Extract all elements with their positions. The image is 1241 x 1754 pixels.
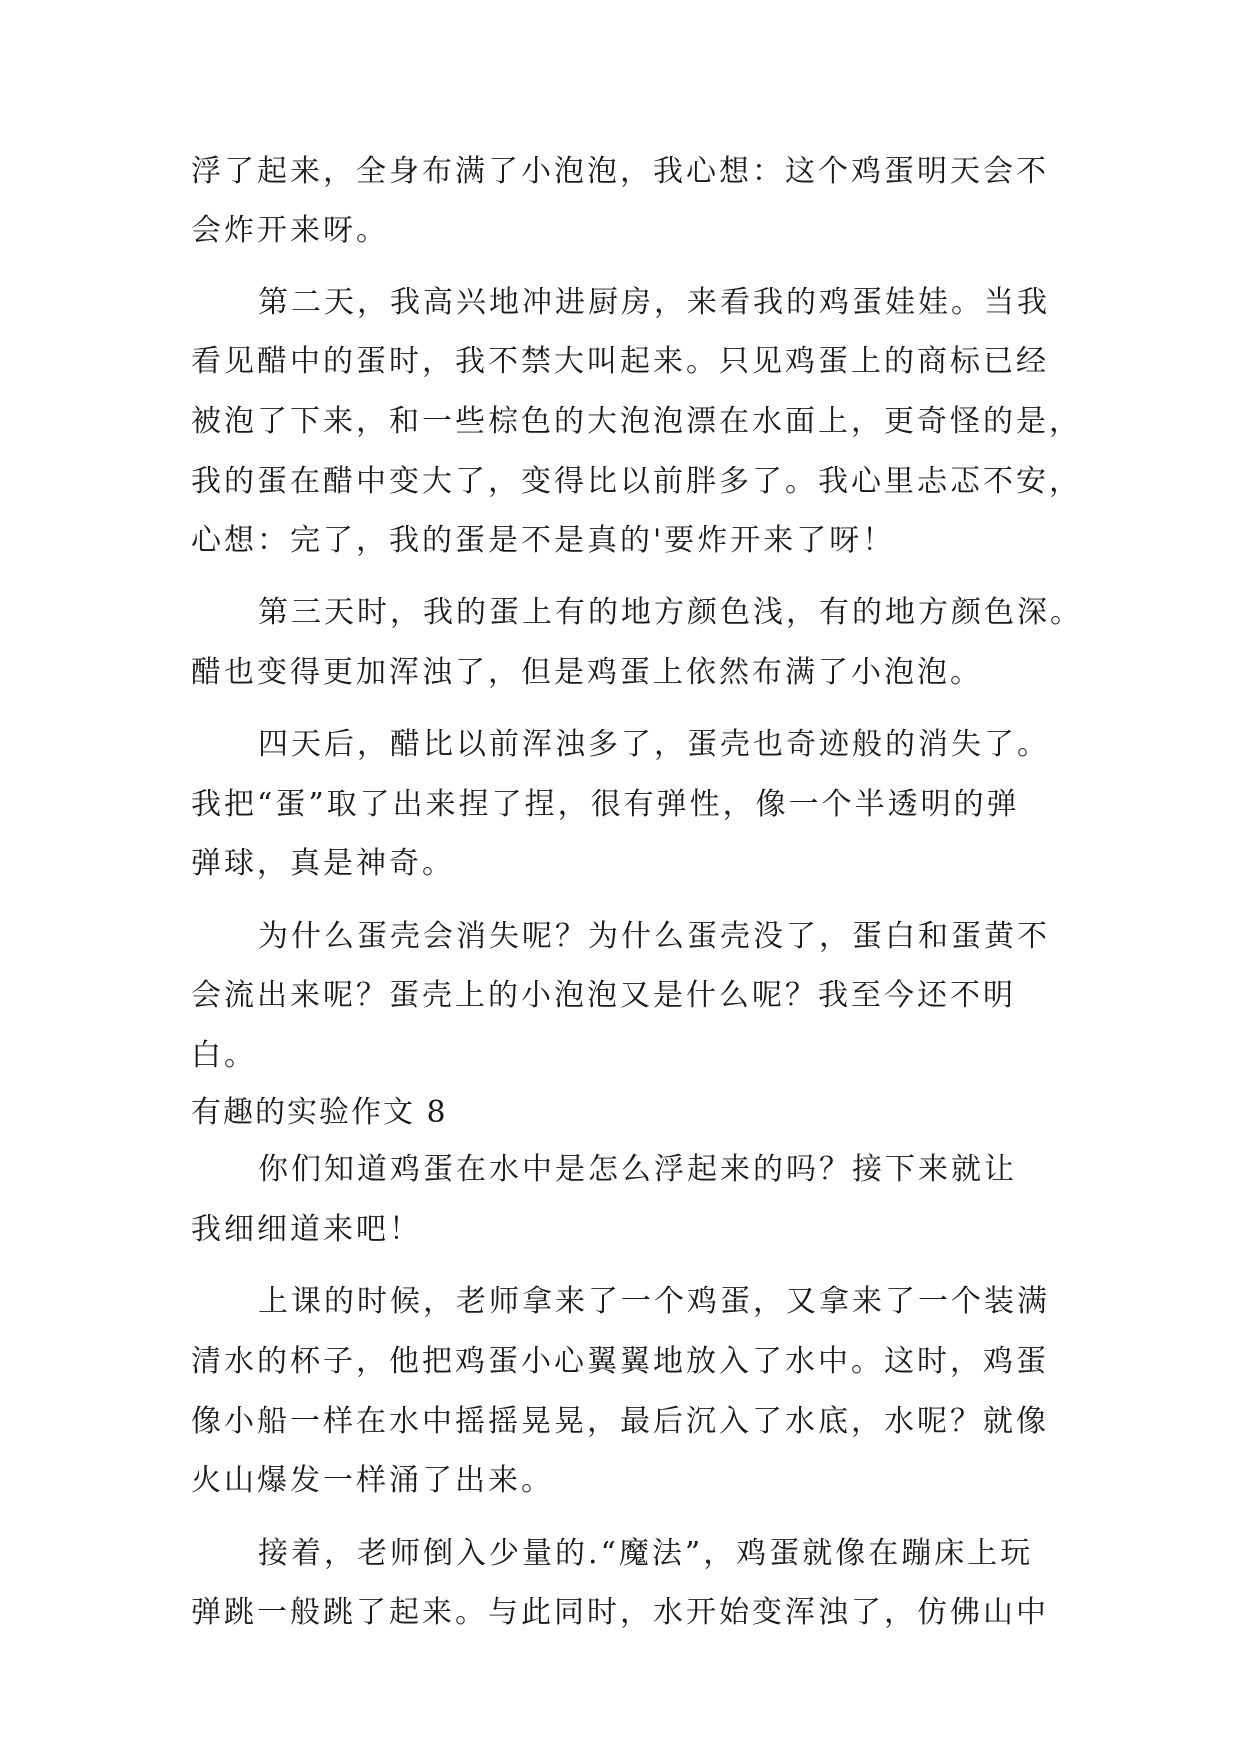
text-line: 弹跳一般跳了起来。与此同时，水开始变浑浊了，仿佛山中 xyxy=(191,1595,1049,1630)
text-line: 清水的杯子，他把鸡蛋小心翼翼地放入了水中。这时，鸡蛋 xyxy=(191,1344,1049,1379)
paragraph-start-line: 为什么蛋壳会消失呢？为什么蛋壳没了，蛋白和蛋黄不 xyxy=(258,919,1050,954)
text-line: 火山爆发一样涌了出来。 xyxy=(191,1463,554,1498)
paragraph-start-line: 接着，老师倒入少量的.“魔法”，鸡蛋就像在蹦床上玩 xyxy=(258,1536,1034,1571)
text-line: 像小船一样在水中摇摇晃晃，最后沉入了水底，水呢？就像 xyxy=(191,1404,1049,1439)
paragraph-start-line: 四天后，醋比以前浑浊多了，蛋壳也奇迹般的消失了。 xyxy=(258,727,1050,762)
text-line: 看见醋中的蛋时，我不禁大叫起来。只见鸡蛋上的商标已经 xyxy=(191,344,1049,379)
text-line: 白。 xyxy=(191,1038,257,1073)
text-line: 醋也变得更加浑浊了，但是鸡蛋上依然布满了小泡泡。 xyxy=(191,655,983,690)
text-line: 会炸开来呀。 xyxy=(191,213,389,248)
text-line: 浮了起来，全身布满了小泡泡，我心想：这个鸡蛋明天会不 xyxy=(191,154,1049,189)
text-line: 被泡了下来，和一些棕色的大泡泡漂在水面上，更奇怪的是， xyxy=(191,404,1082,439)
text-line: 心想：完了，我的蛋是不是真的'要炸开来了呀！ xyxy=(191,523,896,558)
paragraph-start-line: 上课的时候，老师拿来了一个鸡蛋，又拿来了一个装满 xyxy=(258,1284,1050,1319)
text-line: 我的蛋在醋中变大了，变得比以前胖多了。我心里忐忑不安， xyxy=(191,464,1082,499)
text-line: 会流出来呢？蛋壳上的小泡泡又是什么呢？我至今还不明 xyxy=(191,978,1016,1013)
text-line: 我把“蛋”取了出来捏了捏，很有弹性，像一个半透明的弹 xyxy=(191,787,1020,822)
paragraph-start-line: 第二天，我高兴地冲进厨房，来看我的鸡蛋娃娃。当我 xyxy=(258,285,1050,320)
text-line: 弹球，真是神奇。 xyxy=(191,846,455,881)
text-line: 我细细道来吧！ xyxy=(191,1212,422,1247)
paragraph-start-line: 第三天时，我的蛋上有的地方颜色浅，有的地方颜色深。 xyxy=(258,595,1083,630)
section-heading: 有趣的实验作文 8 xyxy=(191,1095,448,1130)
paragraph-start-line: 你们知道鸡蛋在水中是怎么浮起来的吗？接下来就让 xyxy=(258,1152,1017,1187)
